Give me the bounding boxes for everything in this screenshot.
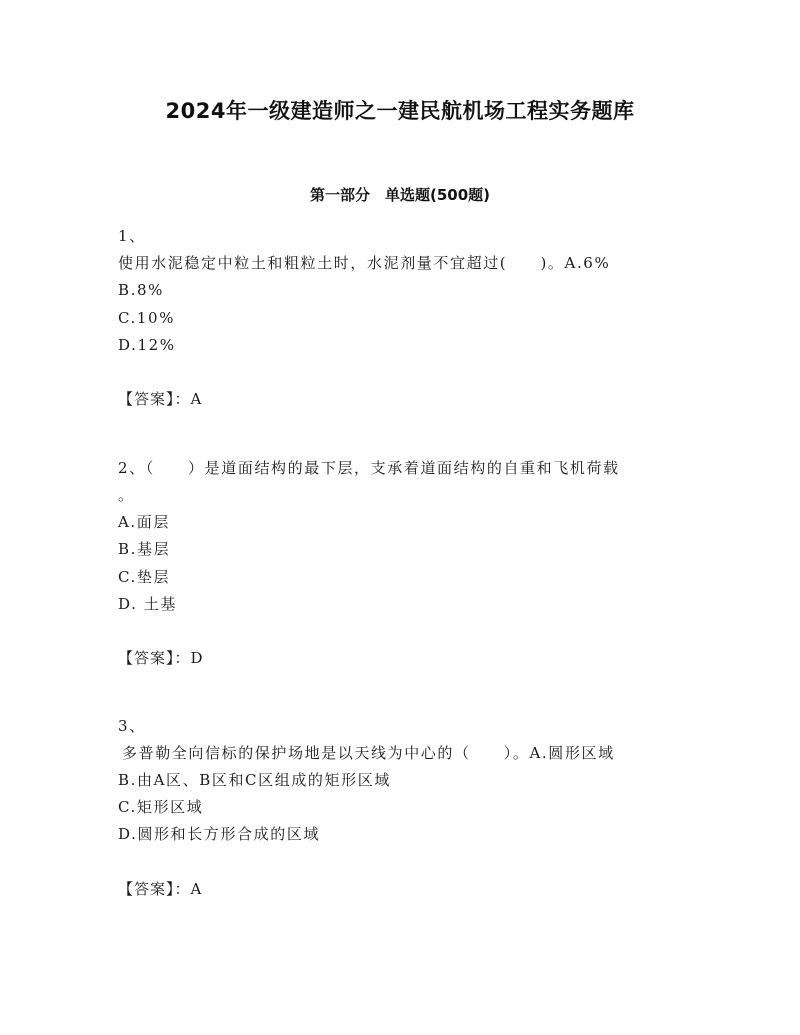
question-3-option-c: C.矩形区域 — [118, 798, 204, 816]
question-3-answer: 【答案】：A — [118, 880, 203, 898]
question-2-option-b: B.基层 — [118, 540, 171, 558]
question-2-stem: 2、（ ）是道面结构的最下层，支承着道面结构的自重和飞机荷载 — [118, 459, 620, 477]
question-1-number: 1、 — [118, 227, 146, 245]
document-title: 2024年一级建造师之一建民航机场工程实务题库 — [165, 99, 635, 123]
question-2-option-d: D. 土基 — [118, 595, 178, 613]
question-2-stem-continuation: 。 — [118, 486, 135, 504]
section-title: 第一部分 单选题(500题) — [309, 186, 491, 204]
question-2-option-c: C.垫层 — [118, 568, 171, 586]
question-1-option-d: D.12% — [118, 336, 176, 354]
question-2-option-a: A.面层 — [118, 513, 171, 531]
question-3-option-b: B.由A区、B区和C区组成的矩形区域 — [118, 771, 391, 789]
question-2-answer: 【答案】：D — [118, 649, 204, 667]
question-3-option-d: D.圆形和长方形合成的区域 — [118, 825, 321, 843]
question-1-answer: 【答案】：A — [118, 390, 203, 408]
question-3-stem: 多普勒全向信标的保护场地是以天线为中心的（ ）。A.圆形区域 — [122, 744, 615, 762]
question-1-stem: 使用水泥稳定中粒土和粗粒土时，水泥剂量不宜超过( )。A.6% — [118, 254, 611, 272]
question-3-number: 3、 — [118, 717, 146, 735]
question-1-option-b: B.8% — [118, 281, 164, 299]
question-1-option-c: C.10% — [118, 309, 176, 327]
